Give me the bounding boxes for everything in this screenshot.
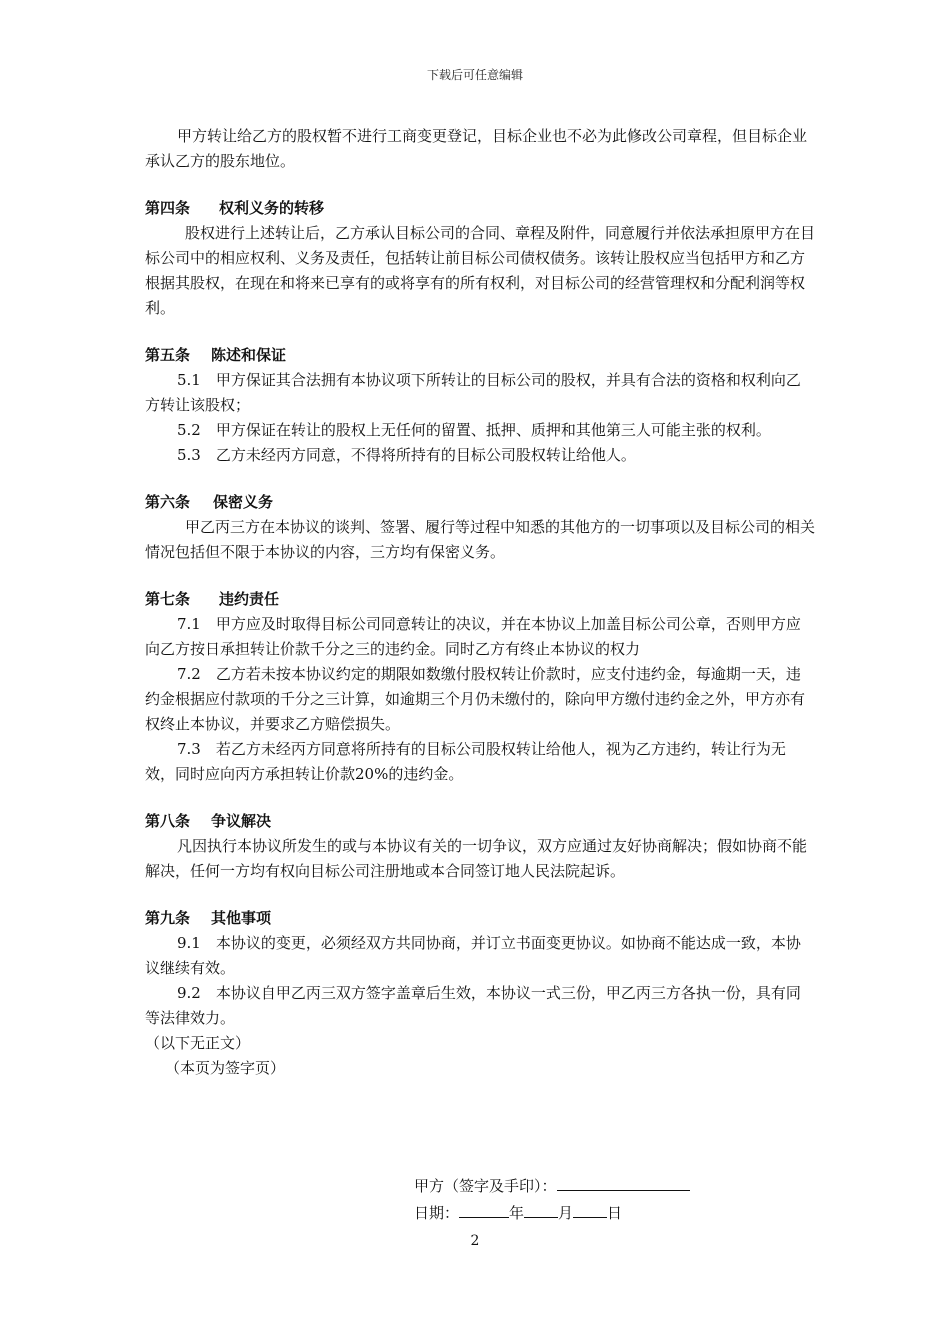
article-7-item: 7.2 乙方若未按本协议约定的期限如数缴付股权转让价款时，应支付违约金，每逾期一天，违约金根据应付款项的千分之三计算，如逾期三个月仍未缴付的，除向甲方缴付违约金之外，甲方亦有权终止本协议，并要求乙方赔偿损失。 bbox=[145, 665, 806, 733]
article-4-number: 第四条 bbox=[145, 199, 191, 217]
article-8-number: 第八条 bbox=[145, 812, 191, 830]
article-4-heading bbox=[145, 196, 815, 221]
article-9-item: 9.1 本协议的变更，必须经双方共同协商，并订立书面变更协议。如协商不能达成一致，本协议继续有效。 bbox=[145, 934, 801, 977]
year-label: 年 bbox=[509, 1204, 525, 1222]
article-9-number: 第九条 bbox=[145, 909, 191, 927]
day-blank[interactable] bbox=[573, 1199, 607, 1218]
signature-page-note: （本页为签字页） bbox=[165, 1059, 286, 1077]
article-5-item: 5.2 甲方保证在转让的股权上无任何的留置、抵押、质押和其他第三人可能主张的权利。 bbox=[177, 421, 771, 439]
year-blank[interactable] bbox=[459, 1199, 509, 1218]
article-7-number: 第七条 bbox=[145, 590, 191, 608]
party-signature-label: 甲方（签字及手印）： bbox=[414, 1177, 557, 1195]
signature-blank[interactable] bbox=[557, 1172, 690, 1191]
article-4-title: 权利义务的转移 bbox=[219, 199, 325, 217]
article-7-item: 7.1 甲方应及时取得目标公司同意转让的决议，并在本协议上加盖目标公司公章，否则甲方应向乙方按日承担转让价款千分之三的违约金。同时乙方有终止本协议的权力 bbox=[145, 615, 801, 658]
article-9-title: 其他事项 bbox=[211, 909, 272, 927]
article-8-heading bbox=[145, 809, 815, 834]
signature-block bbox=[414, 1172, 690, 1226]
no-further-text-note: （以下无正文） bbox=[145, 1034, 251, 1052]
date-line bbox=[414, 1199, 690, 1226]
article-6-heading bbox=[145, 490, 815, 515]
article-5-item: 5.1 甲方保证其合法拥有本协议项下所转让的目标公司的股权，并具有合法的资格和权利向乙方转让该股权； bbox=[145, 371, 801, 414]
article-9-item: 9.2 本协议自甲乙丙三双方签字盖章后生效，本协议一式三份，甲乙丙三方各执一份，具有同等法律效力。 bbox=[145, 984, 801, 1027]
page-number: 2 bbox=[470, 1233, 480, 1249]
date-label: 日期： bbox=[414, 1204, 460, 1222]
day-label: 日 bbox=[607, 1204, 623, 1222]
article-5-item: 5.3 乙方未经丙方同意，不得将所持有的目标公司股权转让给他人。 bbox=[177, 446, 636, 464]
article-7-heading bbox=[145, 587, 815, 612]
article-9-heading bbox=[145, 906, 815, 931]
article-5-title: 陈述和保证 bbox=[211, 346, 287, 364]
page-header: 下载后可任意编辑 bbox=[426, 68, 523, 82]
article-8-title: 争议解决 bbox=[211, 812, 272, 830]
article-4-body: 股权进行上述转让后，乙方承认目标公司的合同、章程及附件，同意履行并依法承担原甲方在目标公司中的相应权利、义务及责任，包括转让前目标公司债权债务。该转让股权应当包括甲方和乙方根据其股权，在现在和将来已享有的或将享有的所有权利，对目标公司的经营管理权和分配利润等权利。 bbox=[145, 224, 816, 317]
party-signature-line bbox=[414, 1172, 690, 1199]
intro-paragraph: 甲方转让给乙方的股权暂不进行工商变更登记，目标企业也不必为此修改公司章程，但目标企业承认乙方的股东地位。 bbox=[145, 127, 808, 170]
article-5-heading bbox=[145, 343, 815, 368]
month-blank[interactable] bbox=[524, 1199, 558, 1218]
article-6-body: 甲乙丙三方在本协议的谈判、签署、履行等过程中知悉的其他方的一切事项以及目标公司的相关情况包括但不限于本协议的内容，三方均有保密义务。 bbox=[145, 518, 816, 561]
article-5-number: 第五条 bbox=[145, 346, 191, 364]
article-8-body: 凡因执行本协议所发生的或与本协议有关的一切争议，双方应通过友好协商解决；假如协商不能解决，任何一方均有权向目标公司注册地或本合同签订地人民法院起诉。 bbox=[145, 837, 808, 880]
article-7-title: 违约责任 bbox=[219, 590, 280, 608]
article-6-title: 保密义务 bbox=[213, 493, 274, 511]
month-label: 月 bbox=[558, 1204, 574, 1222]
document-body bbox=[145, 124, 815, 1081]
article-7-item: 7.3 若乙方未经丙方同意将所持有的目标公司股权转让给他人，视为乙方违约，转让行为无效，同时应向丙方承担转让价款20%的违约金。 bbox=[145, 740, 786, 783]
article-6-number: 第六条 bbox=[145, 493, 191, 511]
